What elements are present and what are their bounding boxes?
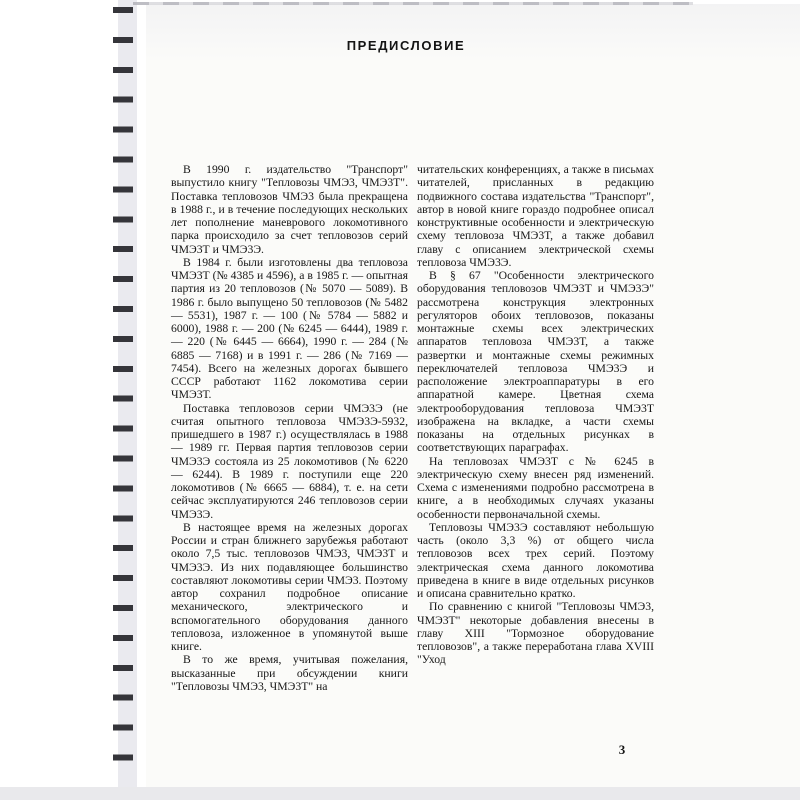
- page-bottom-edge: [0, 787, 800, 800]
- paragraph: В § 67 "Особенности электрического оборудования тепловозов ЧМЭ3Т и ЧМЭ3Э" рассмотрена конструкция электронных регуляторов обоих тепловозов, показаны монтажные схемы всех электрических аппаратов тепловоза ЧМЭ3Т, а также развертки и монтажные схемы режимных переключателей тепловоза ЧМЭ3Э и расположение электроаппаратуры в его аппаратной камере. Цветная схема электрооборудования тепловоза ЧМЭ3Т изображена на вкладке, а части схемы показаны на отдельных рисунках в соответствующих параграфах.: [417, 269, 654, 455]
- paragraph: Поставка тепловозов серии ЧМЭ3Э (не считая опытного тепловоза ЧМЭ3Э-5932, пришедшего в 1987 г.) осуществлялась в 1988 — 1989 гг. Первая партия тепловозов серии ЧМЭ3Э состояла из 25 локомотивов (№ 6220 — 6244). В 1989 г. поступили еще 220 локомотивов (№ 6665 — 6884), т. е. на сети сейчас эксплуатируются 246 тепловозов серии ЧМЭ3Э.: [171, 401, 408, 521]
- paragraph: В то же время, учитывая пожелания, высказанные при обсуждении книги "Тепловозы ЧМЭ3, ЧМЭ3Т" на: [171, 653, 408, 693]
- paragraph: В 1990 г. издательство "Транспорт" выпустило книгу "Тепловозы ЧМЭ3, ЧМЭ3Т". Поставка тепловозов ЧМЭ3 была прекращена в 1988 г., и в течение последующих нескольких лет пополнение маневрового локомотивного парка происходило за счет тепловозов серий ЧМЭ3Т и ЧМЭ3Э.: [171, 163, 408, 256]
- paragraph: В 1984 г. были изготовлены два тепловоза ЧМЭ3Т (№ 4385 и 4596), а в 1985 г. — опытная партия из 20 тепловозов (№ 5070 — 5089). В 1986 г. было выпущено 50 тепловозов (№ 5482 — 5531), 1987 г. — 100 (№ 5784 — 5882 и 6000), 1988 г. — 200 (№ 6245 — 6444), 1989 г. — 220 (№ 6445 — 6664), 1990 г. — 284 (№ 6885 — 7168) и в 1991 г. — 286 (№ 7169 — 7454). Всего на железных дорогах бывшего СССР работают 1162 локомотива серии ЧМЭ3Т.: [171, 255, 408, 402]
- paragraph: На тепловозах ЧМЭ3Т с № 6245 в электрическую схему внесен ряд изменений. Схема с изменениями подробно рассмотрена в книге, а в необходимых случаях указаны особенности первоначальной схемы.: [417, 454, 654, 521]
- page-number: 3: [618, 742, 626, 757]
- text-column-right: [417, 163, 654, 667]
- text-column-left: [171, 163, 408, 693]
- film-edge-marks: [113, 7, 133, 783]
- paragraph: читательских конференциях, а также в письмах читателей, присланных в редакцию подвижного состава издательства "Транспорт", автор в новой книге гораздо подробнее описал конструктивные особенности и электрическую схему тепловоза ЧМЭ3Т, а также добавил главу с описанием электрической схемы тепловоза ЧМЭ3Э.: [417, 163, 654, 269]
- paragraph: По сравнению с книгой "Тепловозы ЧМЭ3, ЧМЭ3Т" некоторые добавления внесены в главу XIII "Тормозное оборудование тепловозов", а также переработана глава XVIII "Уход: [417, 600, 654, 667]
- paragraph: Тепловозы ЧМЭ3Э составляют небольшую часть (около 3,3 %) от общего числа тепловозов всех трех серий. Поэтому электрическая схема данного локомотива приведена в книге в виде отдельных рисунков и описана сравнительно кратко.: [417, 520, 654, 600]
- page-top-edge: [133, 2, 693, 5]
- page-title: ПРЕДИСЛОВИЕ: [346, 38, 466, 53]
- paragraph: В настоящее время на железных дорогах России и стран ближнего зарубежья работают около 7,5 тыс. тепловозов ЧМЭ3, ЧМЭ3Т и ЧМЭ3Э. Из них подавляющее большинство составляют локомотивы серии ЧМЭ3. Поэтому автор сохранил подробное описание механического, электрического и вспомогательного оборудования данного тепловоза, изложенное в упомянутой выше книге.: [171, 520, 408, 653]
